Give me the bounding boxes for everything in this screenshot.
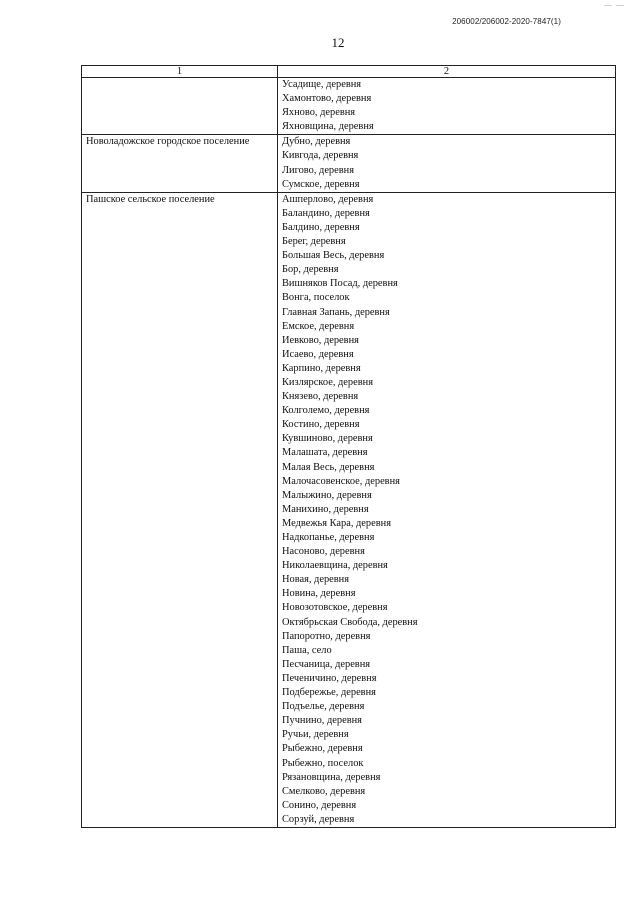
settlement-item: Костино, деревня — [282, 419, 360, 431]
settlement-item: Подбережье, деревня — [282, 687, 376, 699]
table-body — [82, 78, 616, 828]
settlements-cell — [278, 78, 616, 135]
table-row — [82, 135, 616, 192]
settlement-item: Берег, деревня — [282, 236, 346, 248]
settlement-item: Емское, деревня — [282, 320, 355, 332]
settlement-item: Вонга, поселок — [282, 292, 350, 304]
column-header-2: 2 — [278, 66, 616, 78]
settlement-item: Насоново, деревня — [282, 546, 365, 558]
settlement-item: Печеничино, деревня — [282, 672, 377, 684]
settlement-item: Баландино, деревня — [282, 207, 370, 219]
settlement-item: Балдино, деревня — [282, 221, 360, 233]
settlement-item: Малыжино, деревня — [282, 489, 372, 501]
settlements-table — [81, 65, 616, 828]
settlement-item: Паша, село — [282, 644, 332, 656]
settlements-cell — [278, 135, 616, 192]
settlement-item: Пучнино, деревня — [282, 715, 362, 727]
table-header-row — [82, 66, 616, 78]
settlement-item: Кивгода, деревня — [282, 150, 359, 162]
settlement-item: Надкопанье, деревня — [282, 532, 375, 543]
table-row — [82, 192, 616, 827]
settlement-item: Бор, деревня — [282, 264, 339, 276]
page-number: 12 — [331, 35, 345, 50]
settlement-item: Малашата, деревня — [282, 447, 368, 459]
settlement-item: Малочасовенское, деревня — [282, 475, 400, 487]
settlement-item: Хамонтово, деревня — [282, 93, 372, 105]
district-cell: Пашское сельское поселение — [82, 192, 278, 827]
settlement-item: Князево, деревня — [282, 391, 359, 403]
district-cell: Новоладожское городское поселение — [82, 135, 278, 192]
settlement-item: Папоротно, деревня — [282, 630, 371, 642]
settlement-item: Дубно, деревня — [282, 136, 351, 148]
settlement-item: Малая Весь, деревня — [282, 461, 375, 473]
settlement-item: Подъелье, деревня — [282, 701, 365, 713]
settlement-item: Новина, деревня — [282, 588, 356, 600]
settlement-item: Яхновщина, деревня — [282, 121, 374, 133]
settlement-item: Рыбежно, поселок — [282, 757, 364, 769]
settlement-item: Карпино, деревня — [282, 362, 361, 374]
settlement-item: Кувшиново, деревня — [282, 433, 373, 445]
settlement-item: Рыбежно, деревня — [282, 743, 363, 755]
settlement-item: Сонино, деревня — [282, 799, 357, 811]
settlement-item: Манихино, деревня — [282, 503, 369, 515]
settlement-item: Новая, деревня — [282, 574, 350, 586]
district-cell — [82, 78, 278, 135]
settlement-item: Новозотовское, деревня — [282, 602, 388, 614]
top-edge-marks: — — — [604, 0, 625, 9]
settlement-item: Лигово, деревня — [282, 164, 354, 176]
settlement-item: Вишняков Посад, деревня — [282, 278, 398, 290]
settlement-item: Ашперлово, деревня — [282, 193, 374, 205]
settlements-cell — [278, 192, 616, 827]
settlement-item: Колголемо, деревня — [282, 405, 370, 417]
table-row — [82, 78, 616, 135]
column-header-1: 1 — [82, 66, 278, 78]
settlement-item: Яхново, деревня — [282, 107, 356, 119]
settlement-item: Рязановщина, деревня — [282, 771, 381, 783]
settlement-item: Смелково, деревня — [282, 785, 366, 797]
settlement-item: Сумское, деревня — [282, 178, 360, 190]
settlement-item: Медвежья Кара, деревня — [282, 517, 391, 529]
document-id: 206002/206002-2020-7847(1) — [452, 17, 561, 26]
settlement-item: Ручьи, деревня — [282, 729, 349, 741]
settlement-item: Сорзуй, деревня — [282, 813, 355, 825]
settlement-item: Николаевщина, деревня — [282, 560, 388, 572]
settlement-item: Исаево, деревня — [282, 348, 354, 360]
settlement-item: Кизлярское, деревня — [282, 376, 373, 388]
settlement-item: Песчаница, деревня — [282, 658, 371, 670]
settlement-item: Большая Весь, деревня — [282, 250, 385, 262]
settlement-item: Иевково, деревня — [282, 334, 359, 346]
settlement-item: Октябрьская Свобода, деревня — [282, 616, 418, 628]
settlement-item: Усадище, деревня — [282, 79, 362, 90]
settlement-item: Главная Запань, деревня — [282, 306, 390, 318]
